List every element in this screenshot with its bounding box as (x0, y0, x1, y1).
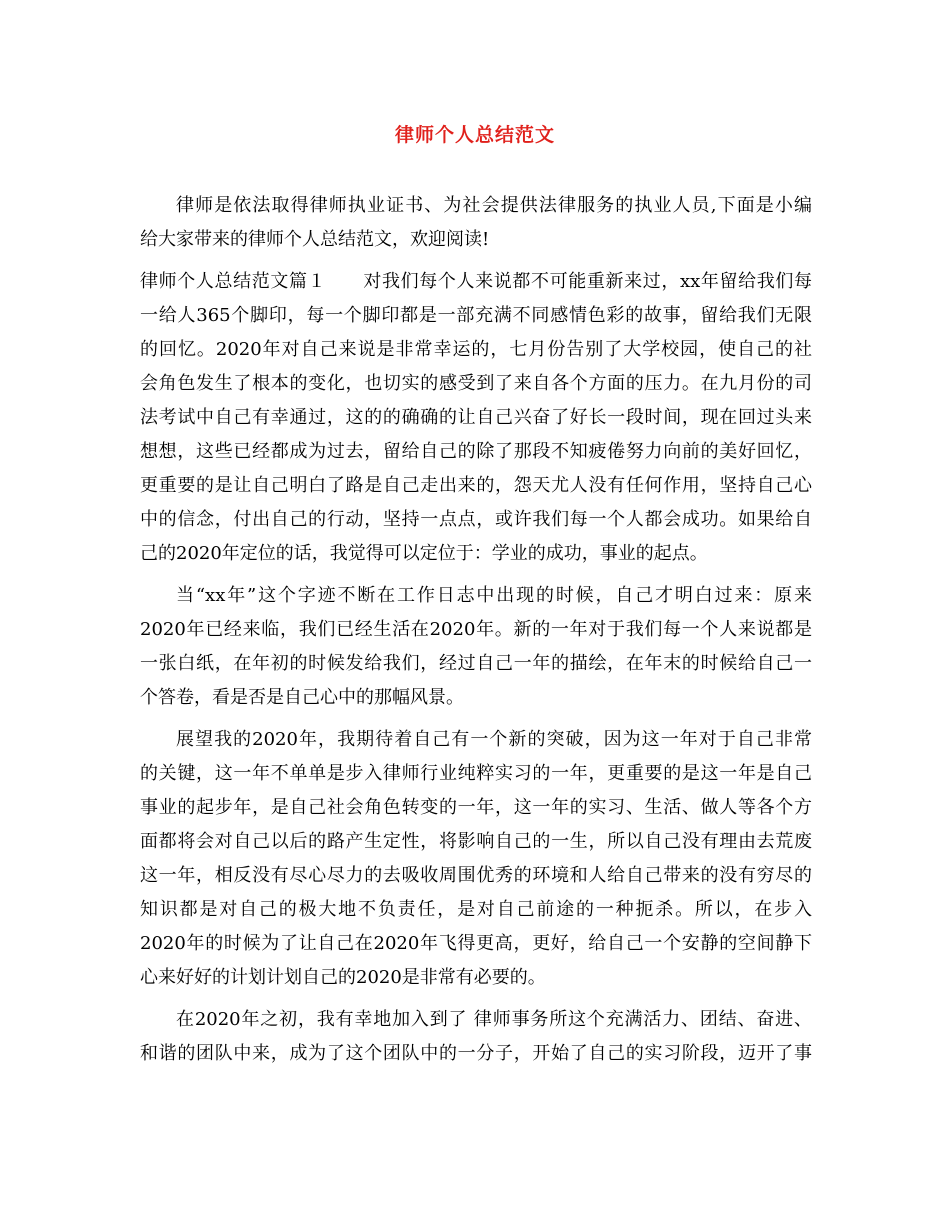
text-line: 2020年的时候为了让自己在2020年飞得更高，更好，给自己一个安静的空间静下 (140, 933, 812, 954)
document-body (140, 189, 812, 1071)
paragraph-gap (140, 257, 812, 265)
text-line: 在2020年之初，我有幸地加入到了 律师事务所这个充满活力、团结、奋进、 (176, 1009, 812, 1030)
paragraph-gap (140, 995, 812, 1003)
document-title: 律师个人总结范文 (394, 124, 555, 146)
text-line: 心来好好的计划计划自己的2020是非常有必要的。 (140, 967, 546, 988)
text-line: 一给人365个脚印，每一个脚印都是一部充满不同感情色彩的故事，留给我们无限 (140, 305, 812, 326)
text-line: 个答卷，看是否是自己心中的那幅风景。 (140, 687, 464, 708)
text-line: 面都将会对自己以后的路产生定性，将影响自己的一生，所以自己没有理由去荒废 (140, 831, 812, 852)
text-line: 更重要的是让自己明白了路是自己走出来的，怨天尤人没有任何作用，坚持自己心 (140, 475, 812, 496)
text-line: 2020年已经来临，我们已经生活在2020年。新的一年对于我们每一个人来说都是 (140, 619, 812, 640)
text-line: 中的信念，付出自己的行动，坚持一点点，或许我们每一个人都会成功。如果给自 (140, 509, 812, 530)
text-line: 给大家带来的律师个人总结范文，欢迎阅读! (140, 229, 490, 250)
text-line: 一张白纸，在年初的时候发给我们，经过自己一年的描绘，在年末的时候给自己一 (140, 653, 812, 674)
paragraph-gap (140, 571, 812, 579)
text-line: 己的2020年定位的话，我觉得可以定位于：学业的成功，事业的起点。 (140, 543, 708, 564)
text-line: 事业的起步年，是自己社会角色转变的一年，这一年的实习、生活、做人等各个方 (140, 797, 812, 818)
text-line: 知识都是对自己的极大地不负责任，是对自己前途的一种扼杀。所以，在步入 (140, 899, 812, 920)
paragraph-gap (140, 715, 812, 723)
text-line: 法考试中自己有幸通过，这的的确确的让自己兴奋了好长一段时间，现在回过头来 (140, 407, 812, 428)
text-line: 和谐的团队中来，成为了这个团队中的一分子，开始了自己的实习阶段，迈开了事 (140, 1043, 812, 1064)
text-line: 的关键，这一年不单单是步入律师行业纯粹实习的一年，更重要的是这一年是自己 (140, 763, 812, 784)
text-line: 想想，这些已经都成为过去，留给自己的除了那段不知疲倦努力向前的美好回忆， (140, 441, 812, 462)
text-line: 律师是依法取得律师执业证书、为社会提供法律服务的执业人员,下面是小编 (176, 195, 812, 216)
text-line: 律师个人总结范文篇１ 对我们每个人来说都不可能重新来过，xx年留给我们每 (140, 271, 812, 292)
text-line: 的回忆。2020年对自己来说是非常幸运的，七月份告别了大学校园，使自己的社 (140, 339, 812, 360)
text-line: 展望我的2020年，我期待着自己有一个新的突破，因为这一年对于自己非常 (176, 729, 812, 750)
text-line: 当“xx年”这个字迹不断在工作日志中出现的时候，自己才明白过来：原来 (176, 585, 812, 606)
text-line: 会角色发生了根本的变化，也切实的感受到了来自各个方面的压力。在九月份的司 (140, 373, 812, 394)
text-line: 这一年，相反没有尽心尽力的去吸收周围优秀的环境和人给自己带来的没有穷尽的 (140, 865, 812, 886)
